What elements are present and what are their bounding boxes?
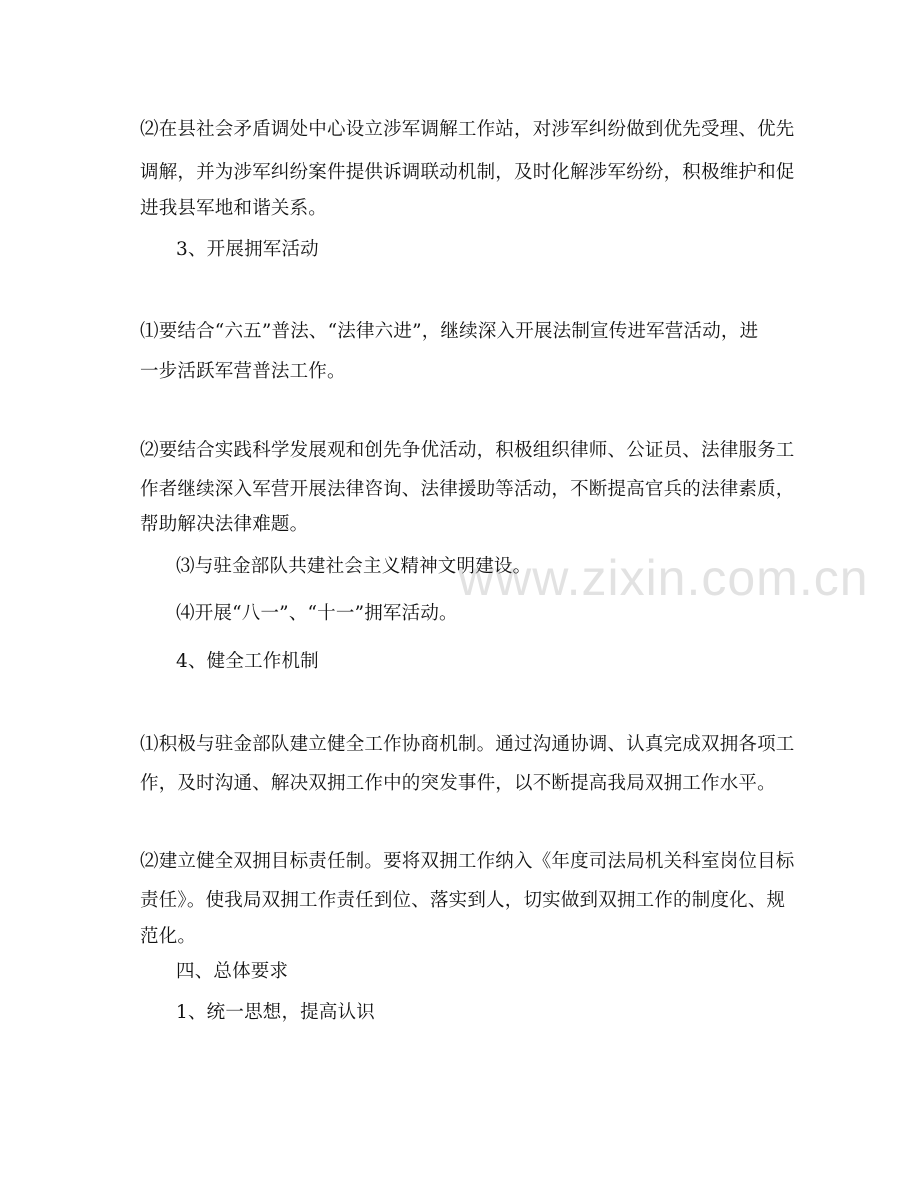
watermark: www.zixin.com.cn	[458, 550, 869, 606]
paragraph-line: 调解，并为涉军纠纷案件提供诉调联动机制，及时化解涉军纷纷，积极维护和促	[140, 162, 795, 183]
paragraph-line: ⑵要结合实践科学发展观和创先争优活动，积极组织律师、公证员、法律服务工	[140, 440, 795, 461]
section-heading: 3、开展拥军活动	[176, 239, 319, 260]
list-item: ⑶与驻金部队共建社会主义精神文明建设。	[176, 556, 532, 577]
paragraph-line: ⑵在县社会矛盾调处中心设立涉军调解工作站，对涉军纠纷做到优先受理、优先	[140, 119, 795, 140]
paragraph-line: 作者继续深入军营开展法律咨询、法律援助等活动，不断提高官兵的法律素质，	[140, 479, 795, 500]
paragraph-line: ⑴积极与驻金部队建立健全工作协商机制。通过沟通协调、认真完成双拥各项工	[140, 734, 795, 755]
paragraph-line: 作，及时沟通、解决双拥工作中的突发事件，以不断提高我局双拥工作水平。	[140, 773, 776, 794]
paragraph-line: 进我县军地和谐关系。	[140, 198, 328, 219]
list-item: ⑷开展“八一”、“十一”拥军活动。	[176, 603, 458, 624]
section-heading: 四、总体要求	[176, 961, 289, 982]
subsection-heading: 1、统一思想，提高认识	[176, 1002, 375, 1023]
paragraph-line: 帮助解决法律难题。	[140, 514, 309, 535]
paragraph-line: 责任》。使我局双拥工作责任到位、落实到人，切实做到双拥工作的制度化、规	[140, 890, 786, 911]
section-heading: 4、健全工作机制	[176, 651, 319, 672]
paragraph-line: 一步活跃军营普法工作。	[140, 361, 346, 382]
paragraph-line: ⑴要结合“六五”普法、“法律六进”，继续深入开展法制宣传进军营活动，进	[140, 321, 759, 342]
paragraph-line: ⑵建立健全双拥目标责任制。要将双拥工作纳入《年度司法局机关科室岗位目标	[140, 851, 795, 872]
paragraph-line: 范化。	[140, 926, 197, 947]
